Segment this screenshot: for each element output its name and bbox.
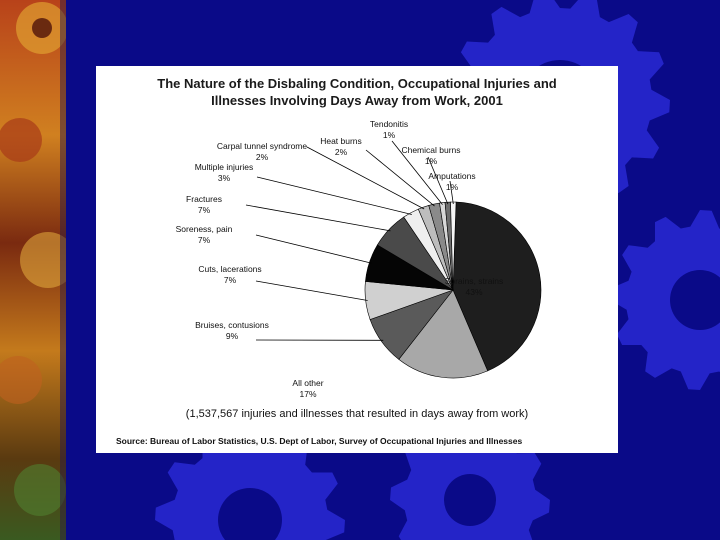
slice-label bbox=[190, 320, 274, 342]
chart-title-line2: Illnesses Involving Days Away from Work, 2001 bbox=[211, 93, 503, 108]
slice-label bbox=[422, 171, 482, 193]
decorative-side-strip bbox=[0, 0, 66, 540]
slice-label bbox=[366, 119, 412, 141]
slice-label-percent: 7% bbox=[223, 275, 237, 285]
slice-label-percent: 3% bbox=[217, 173, 231, 183]
slice-label-name: Sprains, strains bbox=[444, 276, 504, 286]
slice-label-percent: 1% bbox=[424, 156, 438, 166]
slice-label bbox=[444, 276, 504, 298]
slice-label-percent: 1% bbox=[382, 130, 396, 140]
slice-label bbox=[167, 224, 241, 246]
slice-label bbox=[181, 194, 227, 216]
leader-line bbox=[256, 281, 368, 300]
slice-label-name: Bruises, contusions bbox=[195, 320, 269, 330]
slice-label bbox=[189, 162, 259, 184]
slice-label-name: Carpal tunnel syndrome bbox=[216, 141, 308, 151]
slice-label-name: All other bbox=[292, 378, 324, 388]
chart-card bbox=[96, 66, 618, 453]
slice-label bbox=[207, 141, 317, 163]
slice-label-name: Fractures bbox=[186, 194, 222, 204]
chart-note: (1,537,567 injuries and illnesses that resulted in days away from work) bbox=[185, 408, 529, 420]
slice-label-percent: 9% bbox=[225, 331, 239, 341]
leader-line bbox=[256, 235, 371, 263]
chart-title-line1: The Nature of the Disbaling Condition, Occupational Injuries and bbox=[157, 76, 557, 91]
slice-label-percent: 1% bbox=[445, 182, 459, 192]
slice-label-name: Heat burns bbox=[320, 136, 362, 146]
slice-label-percent: 7% bbox=[197, 205, 211, 215]
leader-line bbox=[246, 205, 391, 231]
slice-label bbox=[283, 378, 333, 400]
slice-label-name: Soreness, pain bbox=[175, 224, 233, 234]
slice-label-name: Tendonitis bbox=[369, 119, 409, 129]
leader-line bbox=[257, 177, 412, 214]
slice-label-name: Cuts, lacerations bbox=[198, 264, 262, 274]
gear-right-icon bbox=[610, 210, 720, 390]
slice-label-name: Multiple injuries bbox=[194, 162, 254, 172]
slice-label bbox=[396, 145, 466, 167]
slice-label-percent: 2% bbox=[255, 152, 269, 162]
slice-label-percent: 43% bbox=[465, 287, 483, 297]
chart-source: Source: Bureau of Labor Statistics, U.S. Dept of Labor, Survey of Occupational Injuries and Illnesses bbox=[116, 436, 523, 446]
slice-label bbox=[191, 264, 269, 286]
slice-label-name: Amputations bbox=[428, 171, 476, 181]
slice-label bbox=[316, 136, 366, 158]
slice-label-percent: 17% bbox=[299, 389, 317, 399]
slice-label-percent: 7% bbox=[197, 235, 211, 245]
slice-label-name: Chemical burns bbox=[401, 145, 461, 155]
slice-label-percent: 2% bbox=[334, 147, 348, 157]
